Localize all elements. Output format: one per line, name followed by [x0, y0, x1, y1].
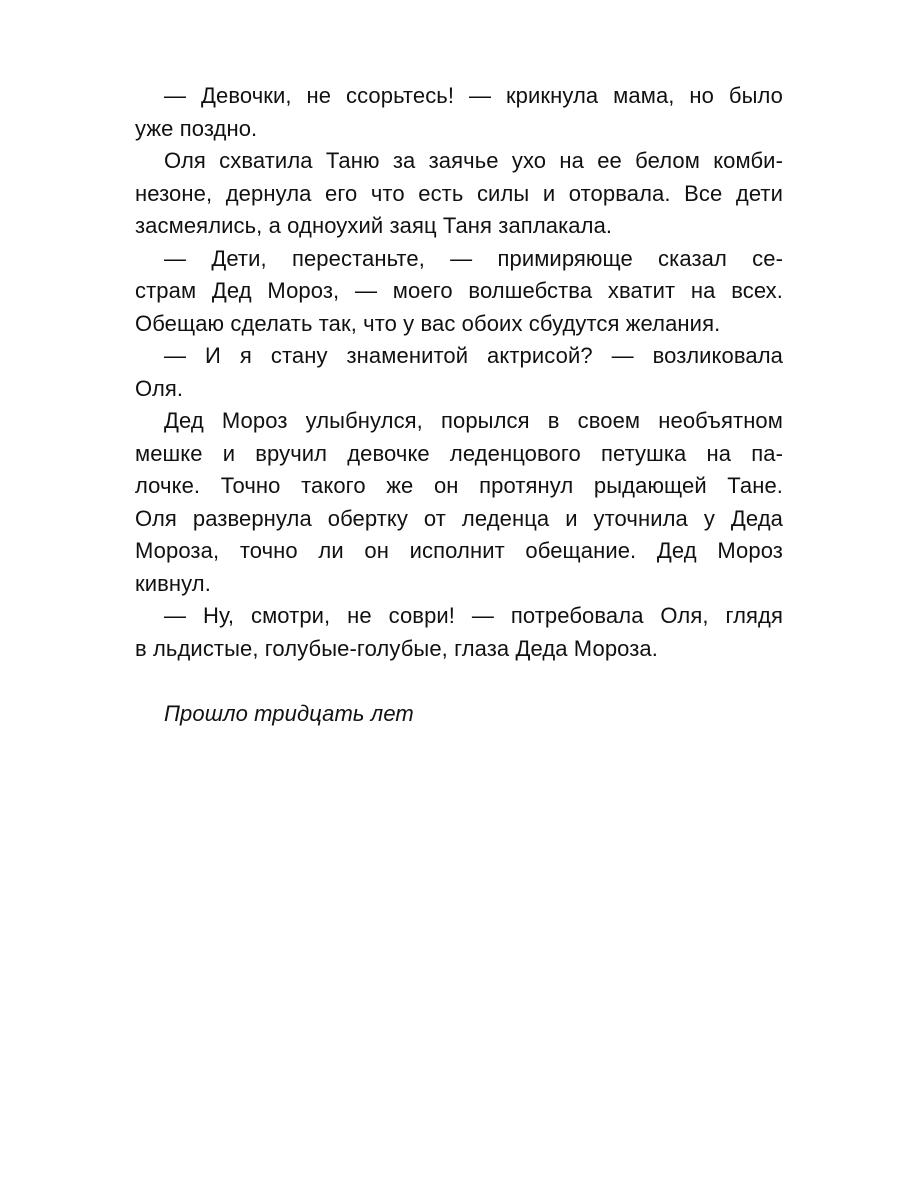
paragraph	[135, 600, 783, 665]
text-column	[135, 80, 783, 731]
text-line: лочке. Точно такого же он протянул рыдающей Тане.	[135, 473, 783, 498]
text-line: Оля.	[135, 375, 184, 401]
text-line: в льдистые, голубые-голубые, глаза Деда Мороза.	[135, 635, 658, 661]
text-line: Мороза, точно ли он исполнит обещание. Дед Мороз	[135, 538, 783, 563]
text-line: страм Дед Мороз, — моего волшебства хватит на всех.	[135, 278, 783, 303]
text-line: — И я стану знаменитой актрисой? — возликовала	[164, 343, 783, 368]
text-line: засмеялись, а одноухий заяц Таня заплакала.	[135, 213, 613, 238]
scene-break-text: Прошло тридцать лет	[164, 701, 414, 726]
paragraph	[135, 405, 783, 600]
text-line: мешке и вручил девочке леденцового петушка на па-	[135, 440, 783, 466]
text-line: Оля схватила Таню за заячье ухо на ее белом комби-	[164, 148, 783, 173]
text-line: уже поздно.	[135, 115, 258, 141]
paragraph	[135, 145, 783, 243]
text-line: — Девочки, не ссорьтесь! — крикнула мама, но было	[164, 83, 783, 108]
text-line: кивнул.	[135, 570, 211, 596]
paragraph	[135, 340, 783, 405]
text-line: Обещаю сделать так, что у вас обоих сбудутся желания.	[135, 310, 721, 336]
text-line: Оля развернула обертку от леденца и уточнила у Деда	[135, 505, 783, 531]
text-line: незоне, дернула его что есть силы и оторвала. Все дети	[135, 180, 783, 206]
paragraph	[135, 243, 783, 341]
text-line: — Дети, перестаньте, — примиряюще сказал се-	[164, 245, 783, 271]
text-line: — Ну, смотри, не соври! — потребовала Оля, глядя	[164, 603, 783, 628]
paragraph-list	[135, 80, 783, 665]
text-line: Дед Мороз улыбнулся, порылся в своем необъятном	[164, 408, 783, 433]
paragraph	[135, 80, 783, 145]
